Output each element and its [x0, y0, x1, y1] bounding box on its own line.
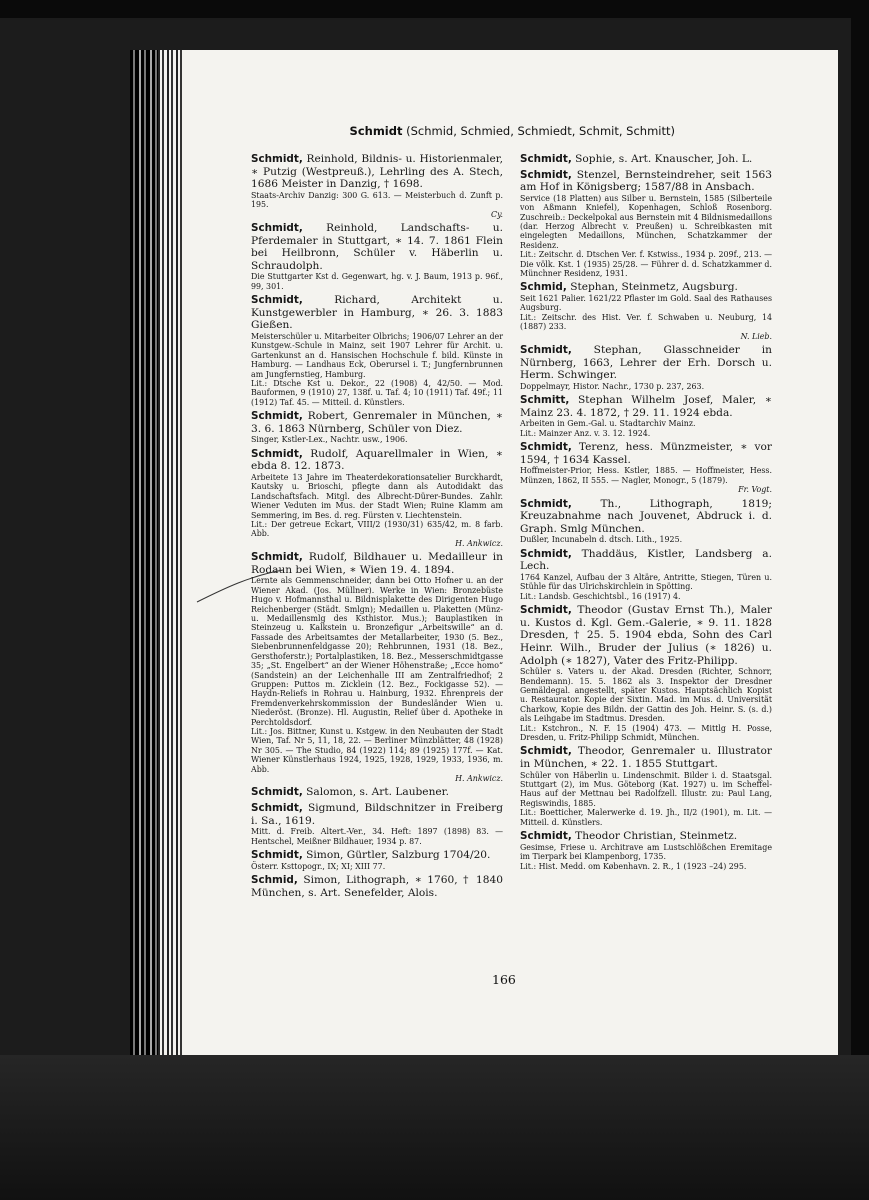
entry-description: Simon, Gürtler, Salzburg 1704/20. — [302, 848, 491, 861]
entry — [520, 441, 772, 494]
entry — [520, 344, 772, 391]
entry-surname: Schmidt, — [520, 547, 572, 560]
entry-detail: Mitt. d. Freib. Altert.-Ver., 34. Heft: 1897 (1898) 83. — Hentschel, Meißner Bildhauer, 1934 p. 87. — [251, 827, 503, 846]
entry-detail: Doppelmayr, Histor. Nachr., 1730 p. 237, 263. — [520, 381, 705, 391]
entry-surname: Schmidt, — [251, 786, 303, 799]
entry — [251, 786, 503, 799]
entry-heading — [251, 802, 503, 827]
entry-description: Salomon, s. Art. Laubener. — [302, 786, 449, 799]
entry-description: Sigmund, Bildschnitzer in Freiberg i. Sa., 1619. — [251, 801, 503, 827]
entry — [520, 548, 772, 601]
entry-surname: Schmidt, — [251, 848, 303, 861]
entry-surname: Schmidt, — [251, 294, 303, 307]
entry — [520, 394, 772, 438]
entry-heading — [251, 294, 503, 332]
entry-description: Rudolf, Aquarellmaler in Wien, ∗ ebda 8. 12. 1873. — [251, 447, 503, 473]
entry-description: Robert, Genremaler in München, ∗ 3. 6. 1863 Nürnberg, Schüler von Diez. — [251, 410, 503, 435]
entry-description: Stephan, Steinmetz, Augsburg. — [566, 281, 738, 294]
entry-description: Terenz, hess. Münzmeister, ∗ vor 1594, † 1634 Kassel. — [520, 441, 772, 466]
entry-heading — [520, 169, 772, 194]
entry-surname: Schmidt, — [251, 153, 303, 165]
entry-surname: Schmidt, — [520, 745, 572, 758]
entry-heading — [251, 786, 503, 799]
entry-detail: Lit.: Mainzer Anz. v. 3. 12. 1924. — [520, 428, 651, 438]
entry-detail: Singer, Kstler-Lex., Nachtr. usw., 1906. — [251, 435, 408, 445]
entry-signature: Fr. Vogt. — [738, 485, 772, 495]
entry-detail: Schüler von Häberlin u. Lindenschmit. Bilder i. d. Staatsgal. Stuttgart (2), im Mus. Göteborg (Kat. 1927) u. im Scheffel-Haus auf der Mettnau bei Radolfzell. Illustr. zu: Paul Lang, Regiswindis, 1885. — [520, 770, 772, 808]
entry-description: Stenzel, Bernsteindreher, seit 1563 am Hof in Königsberg; 1587/88 in Ansbach. — [520, 168, 772, 194]
entry-detail: Arbeiten in Gem.-Gal. u. Stadtarchiv Mainz. — [520, 419, 696, 429]
entry-detail: Dußler, Incunabeln d. dtsch. Lith., 1925. — [520, 535, 683, 545]
entry-description: Thaddäus, Kistler, Landsberg a. Lech. — [520, 547, 772, 573]
entry-description: Sophie, s. Art. Knauscher, Joh. L. — [571, 153, 753, 165]
entry-heading — [520, 441, 772, 466]
entry-detail: Lit.: Zeitschr. des Hist. Ver. f. Schwaben u. Neuburg, 14 (1887) 233. — [520, 312, 772, 332]
entry-heading — [520, 153, 772, 166]
entry — [251, 448, 503, 548]
entry-surname: Schmidt, — [520, 604, 572, 617]
entry-description: Stephan, Glasschneider in Nürnberg, 1663, Lehrer der Erh. Dorsch u. Herm. Schwinger. — [520, 344, 772, 382]
entry-detail: 1764 Kanzel, Aufbau der 3 Altäre, Antritte, Stiegen, Türen u. Stühle für das Ulrichskirchlein in Spötting. — [520, 573, 772, 592]
entry-heading — [520, 745, 772, 770]
entry-surname: Schmidt, — [520, 344, 572, 357]
left-column — [251, 153, 503, 902]
entry-surname: Schmidt, — [520, 441, 572, 454]
entry-detail: Seit 1621 Palier. 1621/22 Pflaster im Gold. Saal des Rathauses Augsburg. — [520, 294, 772, 313]
entry-surname: Schmidt, — [251, 447, 303, 460]
entry-description: Th., Lithograph, 1819; Kreuzabnahme nach Jouvenet, Abdruck i. d. Graph. Smlg München. — [520, 497, 772, 535]
entry-heading — [251, 849, 503, 862]
entry-detail: Die Stuttgarter Kst d. Gegenwart, hg. v. J. Baum, 1913 p. 96f., 99, 301. — [251, 272, 503, 291]
entry-surname: Schmidt, — [251, 222, 303, 234]
entry-surname: Schmidt, — [520, 168, 572, 181]
entry-surname: Schmidt, — [520, 497, 572, 510]
scan-bottom-shadow — [0, 1055, 869, 1200]
entry-heading — [520, 498, 772, 536]
entry-heading — [520, 604, 772, 667]
entry-heading — [251, 874, 503, 899]
scan-smear — [158, 50, 182, 1060]
entry-description: Simon, Lithograph, ∗ 1760, † 1840 München, s. Art. Senefelder, Alois. — [251, 873, 503, 899]
entry-detail: Schüler s. Vaters u. der Akad. Dresden (Richter, Schnorr, Bendemann). 15. 5. 1862 als 3. Inspektor der Dresdner Gemäldegal. angestellt, später Kustos. Hauptsächlich Kopist u. Restaurator. Kopie der Sixtin. Mad. im Mus. d. Universität Charkow, Kopie des Bildn. der Gattin des Joh. Heinr. S. (s. d.) als Leihgabe im Stadtmus. Dresden. — [520, 667, 772, 724]
entry-description: Rudolf, Bildhauer u. Medailleur in Rodaun bei Wien, ∗ Wien 19. 4. 1894. — [251, 551, 503, 576]
entry-detail: Lit.: Hist. Medd. om København. 2. R., 1 (1923 –24) 295. — [520, 861, 747, 871]
binding-shadow — [130, 50, 160, 1060]
entry-surname: Schmidt, — [520, 153, 572, 165]
entry — [520, 153, 772, 166]
entry-detail: Lernte als Gemmenschneider, dann bei Otto Hofner u. an der Wiener Akad. (Jos. Müllner). Werke in Wien: Bronzebüste Hugo v. Hofmannsthal u. Bildnisplakette des Dirigenten Hugo Reichenberger (Städt. Smlgn); Medaillen u. Plaketten (Münz- u. Medaillensmlg des Ksthistor. Mus.); Bauplastiken in Steinzeug u. Kalkstein u. Bronzefigur „Arbeitswille“ an d. Fassade des Arbeitsamtes der Metallarbeiter, 1930 (5. Bez., Siebenbrunnenfeldgasse 20); Rehbrunnen, 1931 (18. Bez., Gersthoferstr.); Portalplastiken, 18. Bez., Messerschmidtgasse 35; „St. Engelbert“ an der Wiener Höhenstraße; „Ecce homo“ (Sandstein) an der Leichenhalle III am Zentralfriedhof; 2 Gruppen: Puttos m. Zicklein (12. Bez., Fockigasse 52). — Haydn-Reliefs in Rohrau u. Hainburg, 1932. Ehrenpreis der Fremdenverkehrskommission der Bundesländer Wien u. Niederöst. (Bronze). Hl. Augustin, Relief über d. Apotheke in Perchtoldsdorf. — [251, 576, 503, 727]
entry-signature: H. Ankwicz. — [455, 538, 503, 548]
scan-border-top — [0, 0, 869, 18]
entry-heading — [251, 551, 503, 576]
entry-detail: Lit.: Kstchron., N. F. 15 (1904) 473. — Mittlg H. Posse, Dresden, u. Fritz-Philipp Schmidt, München. — [520, 723, 772, 743]
entry-surname: Schmid, — [520, 281, 567, 294]
entry — [520, 498, 772, 545]
entry-signature: N. Lieb. — [740, 331, 772, 341]
entry-heading — [520, 548, 772, 573]
entry-heading — [251, 448, 503, 473]
entry-description: Theodor (Gustav Ernst Th.), Maler u. Kustos d. Kgl. Gem.-Galerie, ∗ 9. 11. 1828 Dresden, † 25. 5. 1904 ebda, Sohn des Carl Heinr. Wilh., Bruder der Julius (∗ 1826) u. Adolph (∗ 1827), Vater des Fritz-Philipp. — [520, 604, 772, 667]
entry-detail: Meisterschüler u. Mitarbeiter Olbrichs; 1906/07 Lehrer an der Kunstgew.-Schule in Mainz, seit 1907 Lehrer für Archit. u. Gartenkunst an d. Hansischen Hochschule f. bild. Künste in Hamburg. — Landhaus Eck, Oberursel i. T.; Jungfernbrunnen am Jungfernstieg, Hamburg. — [251, 331, 503, 379]
entry — [251, 874, 503, 899]
entry-surname: Schmitt, — [520, 394, 570, 407]
entry — [520, 281, 772, 341]
page-number: 166 — [492, 972, 516, 987]
entry-surname: Schmid, — [251, 873, 298, 886]
entry-description: Theodor, Genremaler u. Illustrator in München, ∗ 22. 1. 1855 Stuttgart. — [520, 745, 772, 771]
pencil-mark — [195, 566, 285, 604]
entry-heading — [520, 394, 772, 419]
entry-description: Theodor Christian, Steinmetz. — [571, 830, 738, 843]
entry-heading — [520, 830, 772, 843]
entry-heading — [251, 222, 503, 272]
entry-surname: Schmidt, — [251, 551, 303, 564]
entry-description: Stephan Wilhelm Josef, Maler, ∗ Mainz 23. 4. 1872, † 29. 11. 1924 ebda. — [520, 394, 772, 419]
entry — [251, 551, 503, 783]
entry-detail: Gesimse, Friese u. Architrave am Lustschlößchen Eremitage im Tierpark bei Klampenborg, 1735. — [520, 842, 772, 862]
entry — [251, 153, 503, 219]
entry — [251, 410, 503, 445]
entry-description: Reinhold, Landschafts- u. Pferdemaler in Stuttgart, ∗ 14. 7. 1861 Flein bei Heilbronn, Schüler v. Häberlin u. Schraudolph. — [251, 222, 503, 272]
entry — [520, 604, 772, 742]
running-header — [195, 124, 675, 138]
entry — [520, 745, 772, 827]
right-column — [520, 153, 772, 874]
entry — [251, 802, 503, 846]
scan-border-right — [851, 0, 869, 1200]
entry-detail: Arbeitete 13 Jahre im Theaterdekorationsatelier Burckhardt, Kautsky u. Brioschi, pflegte dann als Autodidakt das Landschaftsfach. Mitgl. des Albrecht-Dürer-Bundes. Zahlr. Wiener Veduten im Mus. der Stadt Wien; Ruine Klamm am Semmering, im Bes. d. reg. Fürsten v. Liechtenstein. — [251, 473, 503, 520]
entry — [520, 169, 772, 279]
entry-description: Richard, Architekt u. Kunstgewerbler in Hamburg, ∗ 26. 3. 1883 Gießen. — [251, 294, 503, 332]
header-variants: (Schmid, Schmied, Schmiedt, Schmit, Schmitt) — [402, 124, 675, 138]
entry-surname: Schmidt, — [251, 801, 303, 814]
entry-heading — [520, 344, 772, 382]
entry-detail: Lit.: Der getreue Eckart, VIII/2 (1930/31) 635/42, m. 8 farb. Abb. — [251, 520, 503, 539]
entry — [251, 222, 503, 291]
entry — [251, 294, 503, 407]
entry-surname: Schmidt, — [251, 410, 303, 423]
entry-detail: Lit.: Boetticher, Malerwerke d. 19. Jh., II/2 (1901), m. Lit. — Mitteil. d. Künstlers. — [520, 808, 772, 827]
entry — [520, 830, 772, 871]
entry-signature: Cy. — [491, 209, 503, 219]
entry-surname: Schmidt, — [520, 830, 572, 843]
entry-heading — [251, 153, 503, 191]
entry-detail: Lit.: Landsb. Geschichtsbl., 16 (1917) 4. — [520, 591, 681, 601]
entry-heading — [251, 410, 503, 435]
header-surname: Schmidt — [349, 124, 403, 138]
entry-detail: Staats-Archiv Danzig: 300 G. 613. — Meisterbuch d. Zunft p. 195. — [251, 190, 503, 210]
entry-detail: Lit.: Dtsche Kst u. Dekor., 22 (1908) 4, 42/50. — Mod. Bauformen, 9 (1910) 27, 138f. u. Taf. 4; 10 (1911) Taf. 49f.; 11 (1912) Taf. 45. — Mitteil. d. Künstlers. — [251, 379, 503, 407]
entry-detail: Hoffmeister-Prior, Hess. Kstler, 1885. — Hoffmeister, Hess. Münzen, 1862, II 555. — Nagler, Monogr., 5 (1879). — [520, 466, 772, 485]
entry-detail: Lit.: Jos. Bittner, Kunst u. Kstgew. in den Neubauten der Stadt Wien, Taf. Nr 5, 11, 18, 22. — Berliner Münzblätter, 48 (1928) Nr 305. — The Studio, 84 (1922) 114; 89 (1925) 177f. — Kat. Wiener Künstlerhaus 1924, 1925, 1928, 1929, 1933, 1936, m. Abb. — [251, 726, 503, 774]
entry-detail: Lit.: Zeitschr. d. Dtschen Ver. f. Kstwiss., 1934 p. 209f., 213. — Die völk. Kst. 1 (1935) 25/28. — Führer d. d. Schatzkammer d. Münchner Residenz, 1931. — [520, 250, 772, 279]
entry-heading — [520, 281, 772, 294]
entry-detail: Österr. Ksttopogr., IX; XI; XIII 77. — [251, 861, 386, 871]
entry — [251, 849, 503, 871]
entry-description: Reinhold, Bildnis- u. Historienmaler, ∗ Putzig (Westpreuß.), Lehrling des A. Stech, 1686 Meister in Danzig, † 1698. — [251, 153, 503, 191]
entry-detail: Service (18 Platten) aus Silber u. Bernstein, 1585 (Silberteile von Aßmann Kniefel), Kopenhagen, Schloß Rosenborg. Zuschreib.: Deckelpokal aus Bernstein mit 4 Bildnismedaillons (dar. Herzog Albrecht v. Preußen) u. Schreibkasten mit eingelegten Medaillons, München, Schatzkammer der Residenz. — [520, 193, 772, 250]
entry-signature: H. Ankwicz. — [455, 773, 503, 783]
